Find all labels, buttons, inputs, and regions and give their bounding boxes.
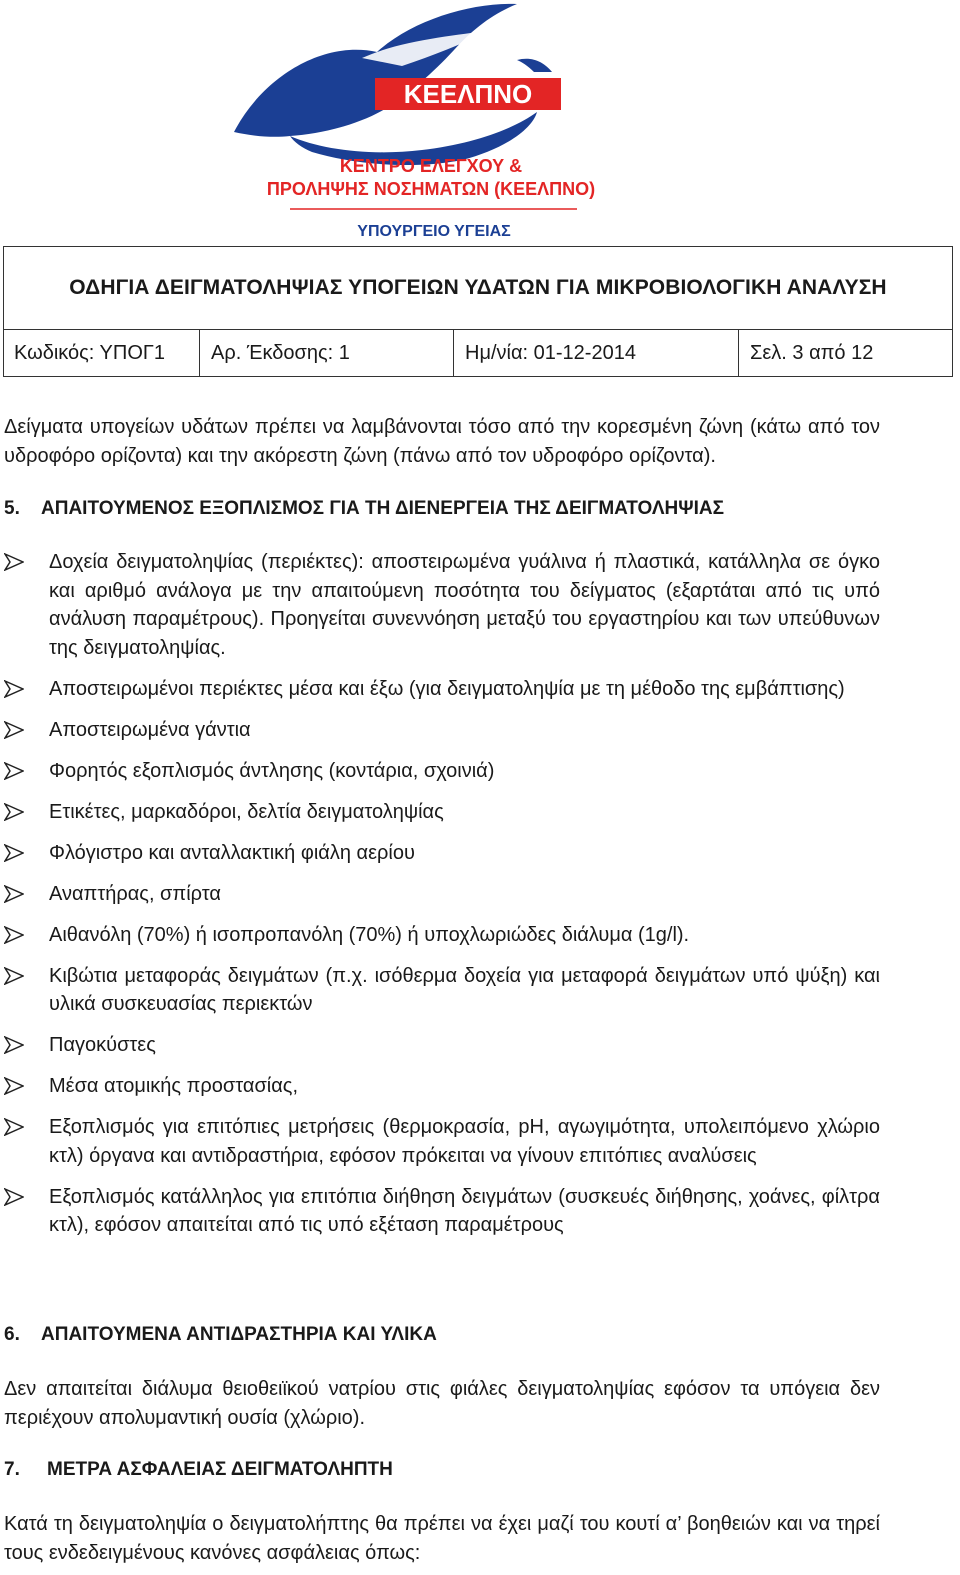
logo-line2: ΠΡΟΛΗΨΗΣ ΝΟΣΗΜΑΤΩΝ (ΚΕΕΛΠΝΟ): [266, 179, 596, 199]
list-item-text: Δοχεία δειγματοληψίας (περιέκτες): αποστειρωμένα γυάλινα ή πλαστικά, κατάλληλα σε όγκο και αριθμό ανάλογα με την απαιτούμενη ποσότητα του δείγματος (εξαρτάται από τις υπό ανάλυση παραμέτρους). Προηγείται συνεννόηση μεταξύ του εργαστηρίου και των υπεύθυνων της δειγματοληψίας.: [49, 551, 880, 659]
section-5-title: ΑΠΑΙΤΟΥΜΕΝΟΣ ΕΞΟΠΛΙΣΜΟΣ ΓΙΑ ΤΗ ΔΙΕΝΕΡΓΕΙΑ ΤΗΣ ΔΕΙΓΜΑΤΟΛΗΨΙΑΣ: [41, 498, 724, 519]
list-item: [4, 1113, 880, 1170]
list-item: [4, 798, 880, 827]
logo-line1: ΚΕΝΤΡΟ ΕΛΕΓΧΟΥ &: [339, 156, 523, 176]
arrow-bullet-icon: [4, 967, 24, 985]
list-item: [4, 880, 880, 909]
list-item-text: Φλόγιστρο και ανταλλακτική φιάλη αερίου: [49, 841, 415, 864]
list-item-text: Φορητός εξοπλισμός άντλησης (κοντάρια, σχοινιά): [49, 759, 495, 782]
keelpno-logo: [172, 0, 712, 242]
list-item: [4, 1072, 880, 1101]
section-7-paragraph: Κατά τη δειγματοληψία ο δειγματολήπτης θα πρέπει να έχει μαζί του κουτί α’ βοηθειών και να τηρεί τους ενδεδειγμένους κανόνες ασφάλειας όπως:: [4, 1513, 880, 1564]
document-code: Κωδικός: ΥΠΟΓ1: [4, 330, 200, 376]
section-7-title: ΜΕΤΡΑ ΑΣΦΑΛΕΙΑΣ ΔΕΙΓΜΑΤΟΛΗΠΤΗ: [47, 1459, 393, 1480]
list-item: [4, 1031, 880, 1060]
list-item-text: Αναπτήρας, σπίρτα: [49, 882, 221, 905]
section-6-heading: [4, 1321, 437, 1349]
arrow-bullet-icon: [4, 926, 24, 944]
brand-text: ΚΕΕΛΠΝΟ: [403, 79, 533, 109]
page-number: Σελ. 3 από 12: [750, 341, 874, 364]
intro-paragraph: Δείγματα υπογείων υδάτων πρέπει να λαμβάνονται τόσο από την κορεσμένη ζώνη (κάτω από τον υδροφόρο ορίζοντα) και την ακόρεστη ζώνη (πάνω από τον υδροφόρο ορίζοντα).: [4, 416, 880, 467]
arrow-bullet-icon: [4, 553, 24, 571]
section-5-number: 5.: [4, 498, 20, 519]
section-6-paragraph: Δεν απαιτείται διάλυμα θειοθειϊκού νατρίου στις φιάλες δειγματοληψίας εφόσον τα υπόγεια δεν περιέχουν απολυμαντική ουσία (χλώριο).: [4, 1378, 880, 1429]
arrow-bullet-icon: [4, 803, 24, 821]
list-item-text: Αιθανόλη (70%) ή ισοπροπανόλη (70%) ή υποχλωριώδες διάλυμα (1g/l).: [49, 923, 690, 946]
arrow-bullet-icon: [4, 844, 24, 862]
section-5-heading: [4, 495, 724, 523]
arrow-bullet-icon: [4, 1188, 24, 1206]
arrow-bullet-icon: [4, 1036, 24, 1054]
list-item-text: Κιβώτια μεταφοράς δειγμάτων (π.χ. ισόθερμα δοχεία για μεταφορά δειγμάτων υπό ψύξη) και υλικά συσκευασίας περιεκτών: [49, 964, 880, 1015]
section-6-number: 6.: [4, 1324, 20, 1345]
list-item: [4, 548, 880, 662]
document-header-table: [3, 246, 953, 377]
document-meta-row: [4, 330, 952, 376]
section-6-title: ΑΠΑΙΤΟΥΜΕΝΑ ΑΝΤΙΔΡΑΣΤΗΡΙΑ ΚΑΙ ΥΛΙΚΑ: [41, 1324, 437, 1345]
section-7-number: 7.: [4, 1459, 20, 1480]
arrow-bullet-icon: [4, 762, 24, 780]
equipment-list: [4, 548, 880, 1252]
list-item-text: Ετικέτες, μαρκαδόροι, δελτία δειγματοληψίας: [49, 800, 444, 823]
logo-line3: ΥΠΟΥΡΓΕΙΟ ΥΓΕΙΑΣ: [357, 223, 511, 240]
list-item-text: Εξοπλισμός για επιτόπιες μετρήσεις (θερμοκρασία, pH, αγωγιμότητα, υπολειπόμενο χλώριο κτλ) όργανα και αντιδραστήρια, εφόσον πρόκειται να γίνουν επιτόπιες αναλύσεις: [49, 1116, 880, 1167]
list-item: [4, 962, 880, 1019]
list-item: [4, 716, 880, 745]
document-edition: Αρ. Έκδοσης: 1: [200, 330, 454, 376]
arrow-bullet-icon: [4, 1118, 24, 1136]
arrow-bullet-icon: [4, 680, 24, 698]
arrow-bullet-icon: [4, 885, 24, 903]
list-item-text: Παγοκύστες: [49, 1034, 156, 1056]
list-item-text: Αποστειρωμένα γάντια: [49, 718, 251, 741]
list-item-text: Μέσα ατομικής προστασίας,: [49, 1075, 298, 1097]
document-date: Ημ/νία: 01-12-2014: [454, 330, 739, 376]
list-item-text: Εξοπλισμός κατάλληλος για επιτόπια διήθηση δειγμάτων (συσκευές διήθησης, χοάνες, φίλτρα κτλ), εφόσον απαιτείται από τις υπό εξέταση παραμέτρους: [49, 1185, 880, 1236]
list-item: [4, 1183, 880, 1240]
document-title: ΟΔΗΓΙΑ ΔΕΙΓΜΑΤΟΛΗΨΙΑΣ ΥΠΟΓΕΙΩΝ ΥΔΑΤΩΝ ΓΙΑ ΜΙΚΡΟΒΙΟΛΟΓΙΚΗ ΑΝΑΛΥΣΗ: [4, 247, 952, 330]
section-7-heading: [4, 1456, 393, 1484]
list-item: [4, 757, 880, 786]
arrow-bullet-icon: [4, 1077, 24, 1095]
list-item-text: Αποστειρωμένοι περιέκτες μέσα και έξω (για δειγματοληψία με τη μέθοδο της εμβάπτισης): [49, 677, 845, 700]
arrow-bullet-icon: [4, 721, 24, 739]
list-item: [4, 675, 880, 704]
list-item: [4, 921, 880, 950]
list-item: [4, 839, 880, 868]
